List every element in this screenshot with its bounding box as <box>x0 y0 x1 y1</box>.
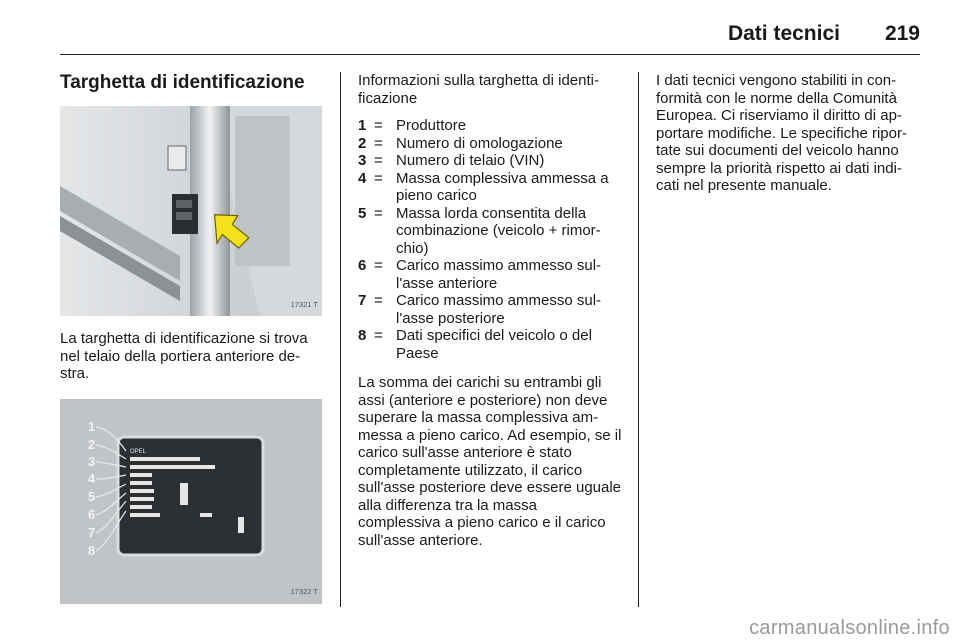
intro-text: Informazioni sulla targhetta di identi- ficazione <box>358 72 599 107</box>
list-item: 5 = Massa lorda consentita della combinazione (veicolo + rimor- chio) <box>358 204 601 257</box>
callout-number: 4 <box>88 470 96 486</box>
page-title: Dati tecnici <box>727 22 840 45</box>
id-plate-illustration <box>60 399 322 604</box>
figure-code: 17322 T <box>290 587 318 596</box>
callout-number: 6 <box>88 506 96 522</box>
door-frame-figure <box>60 106 322 316</box>
callout-number: 1 <box>88 418 96 434</box>
id-plate-figure <box>60 399 322 604</box>
page-number: 219 <box>884 22 920 45</box>
list-item: 2 = Numero di omologazione <box>358 134 563 152</box>
column-divider-2 <box>638 72 639 607</box>
callout-number: 3 <box>88 453 96 469</box>
plate-info-list <box>358 117 622 362</box>
callout-number: 7 <box>88 524 96 540</box>
section-title: Targhetta di identificazione <box>60 72 305 93</box>
watermark: carmanualsonline.info <box>749 617 950 639</box>
list-item: 4 = Massa complessiva ammessa a pieno carico <box>358 169 609 204</box>
list-item: 6 = Carico massimo ammesso sul- l'asse anteriore <box>358 257 602 292</box>
callout-number: 8 <box>88 542 96 558</box>
callout-number: 2 <box>88 436 96 452</box>
list-item: 3 = Numero di telaio (VIN) <box>358 152 545 169</box>
body-paragraph: La somma dei carichi su entrambi gli assi (anteriore e posteriore) non deve superare la massa complessiva am- messa a pieno carico. Ad esempio, se il carico sull'asse anteriore è stato completamente utilizzato, il carico sull'asse posteriore deve essere uguale alla differenza tra la massa complessiva a pieno carico e il carico sull'asse anteriore. <box>358 374 622 549</box>
list-item: 1 = Produttore <box>358 117 467 134</box>
svg-text:OPEL: OPEL <box>130 448 147 455</box>
column-middle <box>358 72 622 549</box>
column-divider-1 <box>340 72 341 607</box>
column-left <box>60 72 322 604</box>
callout-number: 5 <box>88 488 96 504</box>
column-right <box>656 72 922 195</box>
list-item: 8 = Dati specifici del veicolo o del Paese <box>358 327 592 362</box>
figure-code: 17321 T <box>290 299 318 309</box>
door-frame-illustration <box>60 106 322 316</box>
body-paragraph: I dati tecnici vengono stabiliti in con- formità con le norme della Comunità Europea. Ci riserviamo il diritto di ap- portare modifiche. Le specifiche ripor- tate sui documenti del veicolo hanno sempre la priorità rispetto ai dati indi- cati nel presente manuale. <box>656 72 907 194</box>
list-item: 7 = Carico massimo ammesso sul- l'asse posteriore <box>358 292 602 327</box>
page-header <box>60 14 920 55</box>
caption-text: La targhetta di identificazione si trova nel telaio della portiera anteriore de- stra. <box>60 330 308 382</box>
